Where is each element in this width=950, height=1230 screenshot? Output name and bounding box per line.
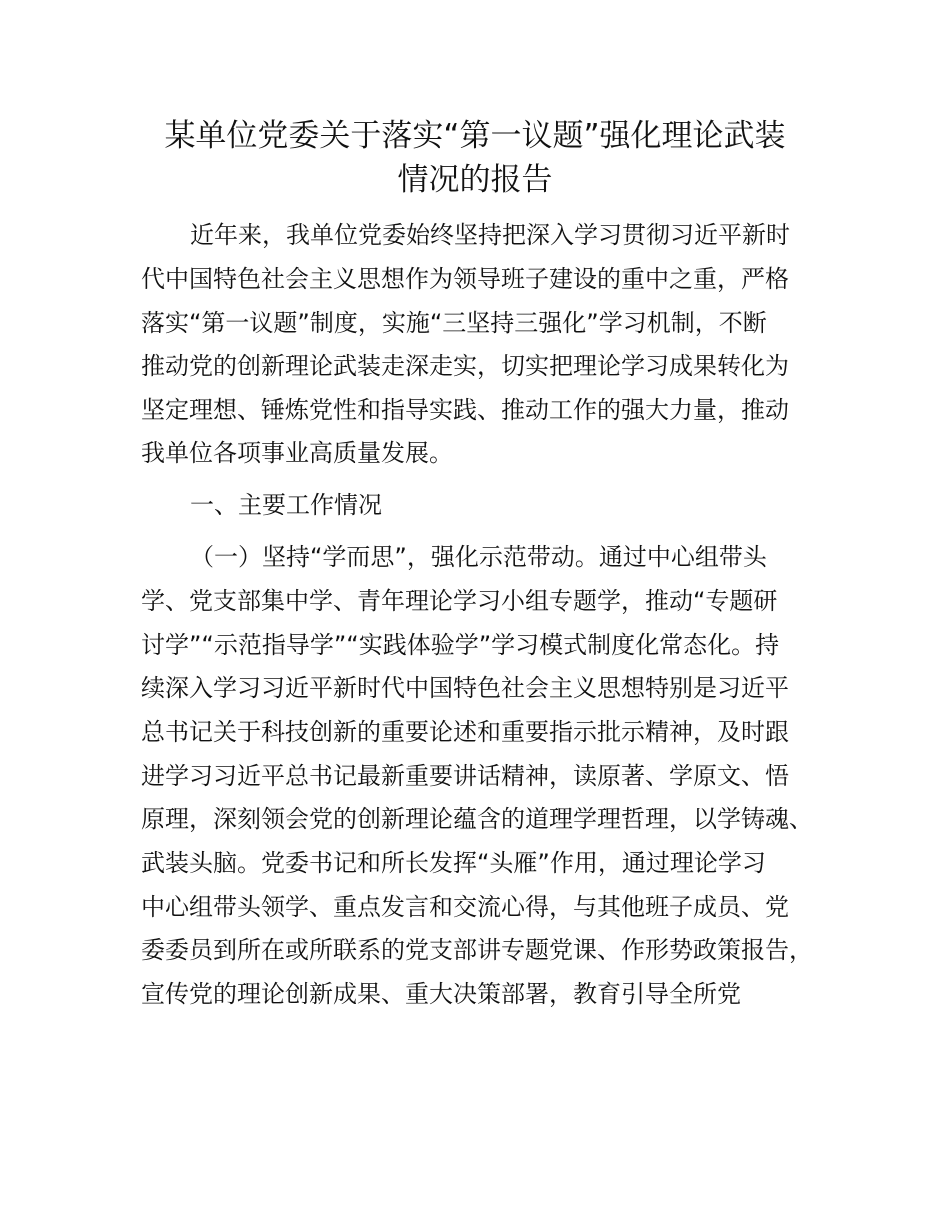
intro-line-3: 落实“第一议题”制度，实施“三坚持三强化”学习机制，不断 — [141, 309, 767, 337]
para1-line-6: 进学习习近平总书记最新重要讲话精神，读原著、学原文、悟 — [141, 762, 789, 790]
intro-line-2: 代中国特色社会主义思想作为领导班子建设的重中之重，严格 — [141, 265, 789, 293]
para1-line-7: 原理，深刻领会党的创新理论蕴含的道理学理哲理，以学铸魂、 — [141, 805, 813, 833]
para1-line-1: （一）坚持“学而思”，强化示范带动。通过中心组带头 — [190, 543, 767, 571]
document-title-line-1: 某单位党委关于落实“第一议题”强化理论武装 — [164, 118, 786, 154]
para1-line-5: 总书记关于科技创新的重要论述和重要指示批示精神，及时跟 — [141, 718, 789, 746]
intro-line-5: 坚定理想、锤炼党性和指导实践、推动工作的强大力量，推动 — [141, 396, 789, 424]
intro-line-6: 我单位各项事业高质量发展。 — [141, 439, 453, 467]
section-heading: 一、主要工作情况 — [190, 491, 382, 519]
para1-line-4: 续深入学习习近平新时代中国特色社会主义思想特别是习近平 — [141, 674, 789, 702]
para1-line-9: 中心组带头领学、重点发言和交流心得，与其他班子成员、党 — [141, 893, 789, 921]
para1-line-10: 委委员到所在或所联系的党支部讲专题党课、作形势政策报告， — [141, 936, 813, 964]
intro-line-1: 近年来，我单位党委始终坚持把深入学习贯彻习近平新时 — [190, 221, 790, 249]
document-title-line-2: 情况的报告 — [397, 162, 553, 198]
para1-line-11: 宣传党的理论创新成果、重大决策部署，教育引导全所党 — [141, 980, 741, 1008]
para1-line-2: 学、党支部集中学、青年理论学习小组专题学，推动“专题研 — [141, 587, 778, 615]
para1-line-8: 武装头脑。党委书记和所长发挥“头雁”作用，通过理论学习 — [141, 849, 766, 877]
intro-line-4: 推动党的创新理论武装走深走实，切实把理论学习成果转化为 — [141, 352, 789, 380]
para1-line-3: 讨学”“示范指导学”“实践体验学”学习模式制度化常态化。持 — [141, 631, 780, 659]
